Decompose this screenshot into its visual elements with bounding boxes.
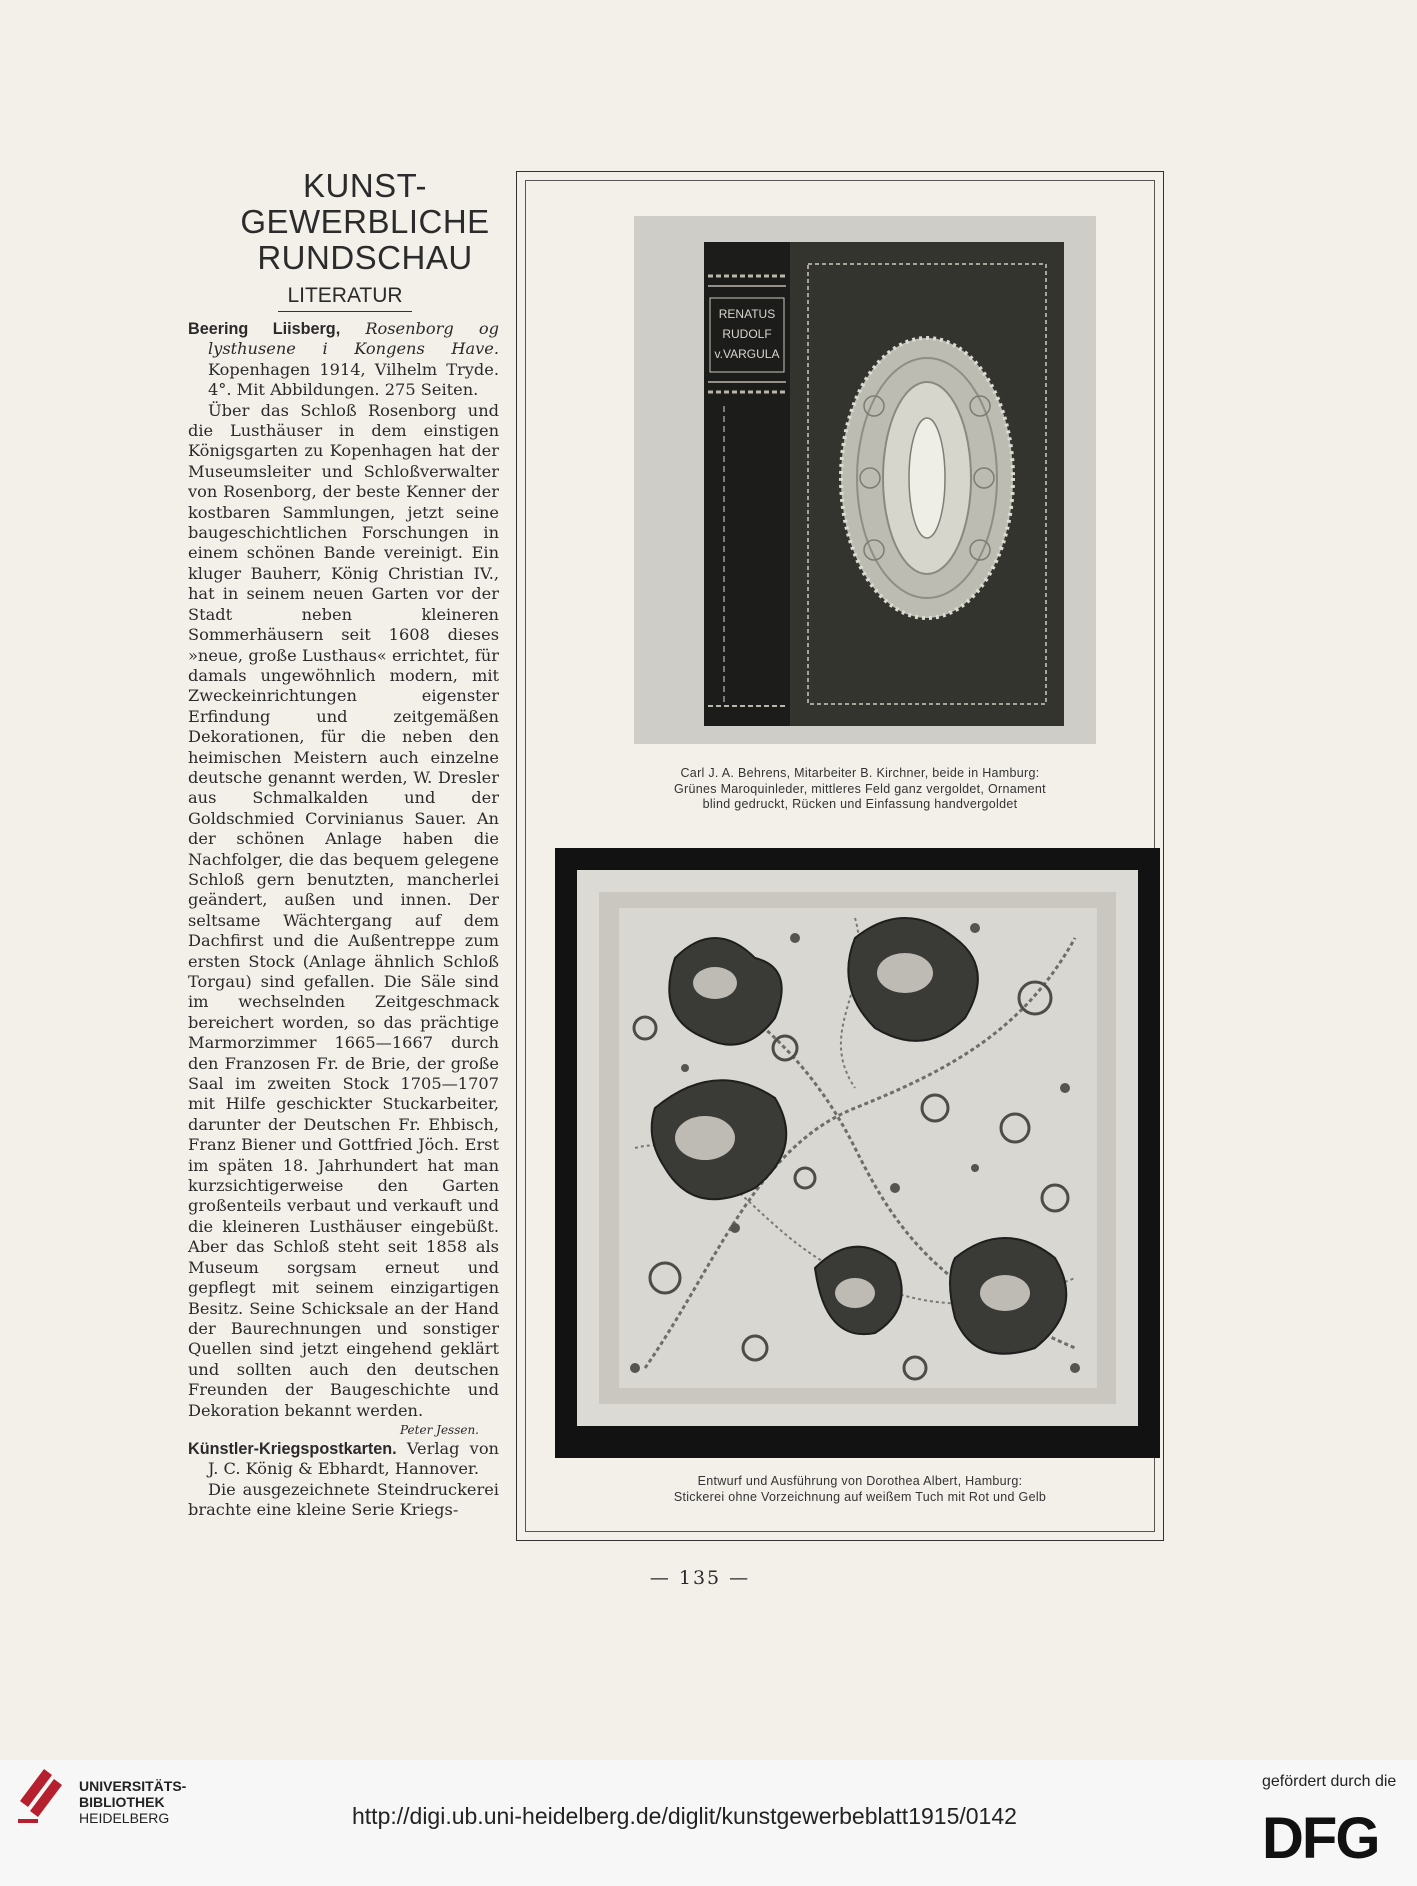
section-subheading: LITERATUR	[278, 284, 412, 312]
spine-title	[712, 304, 782, 364]
funding-label: gefördert durch die	[1262, 1773, 1397, 1790]
review-imprint: Kopenhagen 1914, Vilhelm Tryde. 4°. Mit Abbildungen. 275 Seiten.	[208, 359, 499, 400]
permalink-url[interactable]: http://digi.ub.uni-heidelberg.de/diglit/kunstgewerbeblatt1915/0142	[352, 1803, 1017, 1829]
review-citation	[188, 319, 499, 401]
embroidery-photo	[555, 848, 1160, 1458]
review-book-title: Rosenborg og lysthusene i Kongens Have.	[208, 319, 499, 359]
header-line-1: KUNST-	[302, 167, 427, 204]
header-line-3: RUNDSCHAU	[257, 239, 473, 276]
book-binding-illustration	[634, 216, 1096, 744]
spine-line-3: v.VARGULA	[714, 347, 780, 361]
spine-line-2: RUDOLF	[722, 327, 772, 341]
figure2-caption-line-1: Entwurf und Ausführung von Dorothea Albert, Hamburg:	[697, 1474, 1023, 1488]
university-library-logo-icon	[14, 1761, 72, 1827]
header-line-2: GEWERBLICHE	[240, 203, 490, 240]
page-number: — 135 —	[649, 1567, 751, 1589]
text-column	[188, 319, 499, 1521]
magazine-section-header	[200, 168, 530, 276]
figure1-caption	[610, 766, 1110, 813]
figure2-caption-line-2: Stickerei ohne Vorzeichnung auf weißem Tuch mit Rot und Gelb	[673, 1489, 1047, 1504]
review2-title: Künstler-Kriegspostkarten.	[188, 1439, 397, 1458]
figure1-caption-line-2: Grünes Maroquinleder, mittleres Feld ganz vergoldet, Ornament	[674, 781, 1046, 796]
review2-imprint: Verlag von J. C. König & Ebhardt, Hannover.	[208, 1438, 499, 1479]
library-line-1: UNIVERSITÄTS-	[79, 1778, 187, 1794]
dfg-logo: DFG	[1262, 1806, 1379, 1871]
spine-line-1: RENATUS	[718, 307, 776, 321]
review-signature: Peter Jessen.	[400, 1422, 479, 1437]
library-line-3: HEIDELBERG	[79, 1810, 170, 1826]
review-author: Beering Liisberg,	[188, 320, 341, 338]
figure2-caption	[600, 1474, 1120, 1505]
figure1-caption-line-3: blind gedruckt, Rücken und Einfassung handvergoldet	[702, 797, 1018, 811]
review2-body: Die ausgezeichnete Steindruckerei brachte eine kleine Serie Kriegs-	[188, 1479, 499, 1520]
review-body: Über das Schloß Rosenborg und die Lusthäuser in dem einstigen Königsgarten zu Kopenhagen hat der Museumsleiter und Schloßverwalter von Rosenborg, der beste Kenner der kostbaren Sammlungen, jetzt seine baugeschichtlichen Forschungen in einem schönen Bande vereinigt. Ein kluger Bauherr, König Christian IV., hat in seinem neuen Garten vor der Stadt neben kleineren Sommerhäusern seit 1608 dieses »neue, große Lusthaus« errichtet, für damals ungewöhnlich modern, mit Zweckeinrichtungen eigenster Erfindung und zeitgemäßen Dekorationen, für die neben den heimischen Meistern auch einzelne deutsche genannt werden, W. Dresler aus Schmalkalden und der Goldschmied Corvinianus Sauer. An der schönen Anlage haben die Nachfolger, die das bequem gelegene Schloß gern benutzten, mancherlei geändert, außen und innen. Der seltsame Wächtergang auf dem Dachfirst und die Außentreppe zum ersten Stock (Anlage ähnlich Schloß Torgau) sind gefallen. Die Säle sind im wechselnden Zeitgeschmack bereichert worden, so das prächtige Marmorzimmer 1665—1667 durch den Franzosen Fr. de Brie, der große Saal im zweiten Stock 1705—1707 mit Hilfe geschickter Stuckarbeiter, darunter der Deutschen Fr. Ehbisch, Franz Biener und Gottfried Jöch. Erst im späten 18. Jahrhundert hat man kurzsichtigerweise den Garten großenteils verbaut und verkauft und die kleineren Lusthäuser eingebüßt. Aber das Schloß steht seit 1858 als Museum sorgsam erneut und gepflegt mit seinem einzigartigen Besitz. Seine Schicksale an der Hand der Baurechnungen und sonstiger Quellen sind jetzt eingehend geklärt und sollten auch den deutschen Freunden der Baugeschichte und Dekoration bekannt werden.	[188, 400, 499, 1420]
embroidery-illustration	[555, 848, 1160, 1458]
book-binding-photo	[634, 216, 1096, 744]
university-library-name	[79, 1778, 186, 1826]
review2-citation	[188, 1439, 499, 1480]
figure1-caption-line-1: Carl J. A. Behrens, Mitarbeiter B. Kirchner, beide in Hamburg:	[680, 766, 1040, 780]
library-line-2: BIBLIOTHEK	[79, 1794, 165, 1810]
